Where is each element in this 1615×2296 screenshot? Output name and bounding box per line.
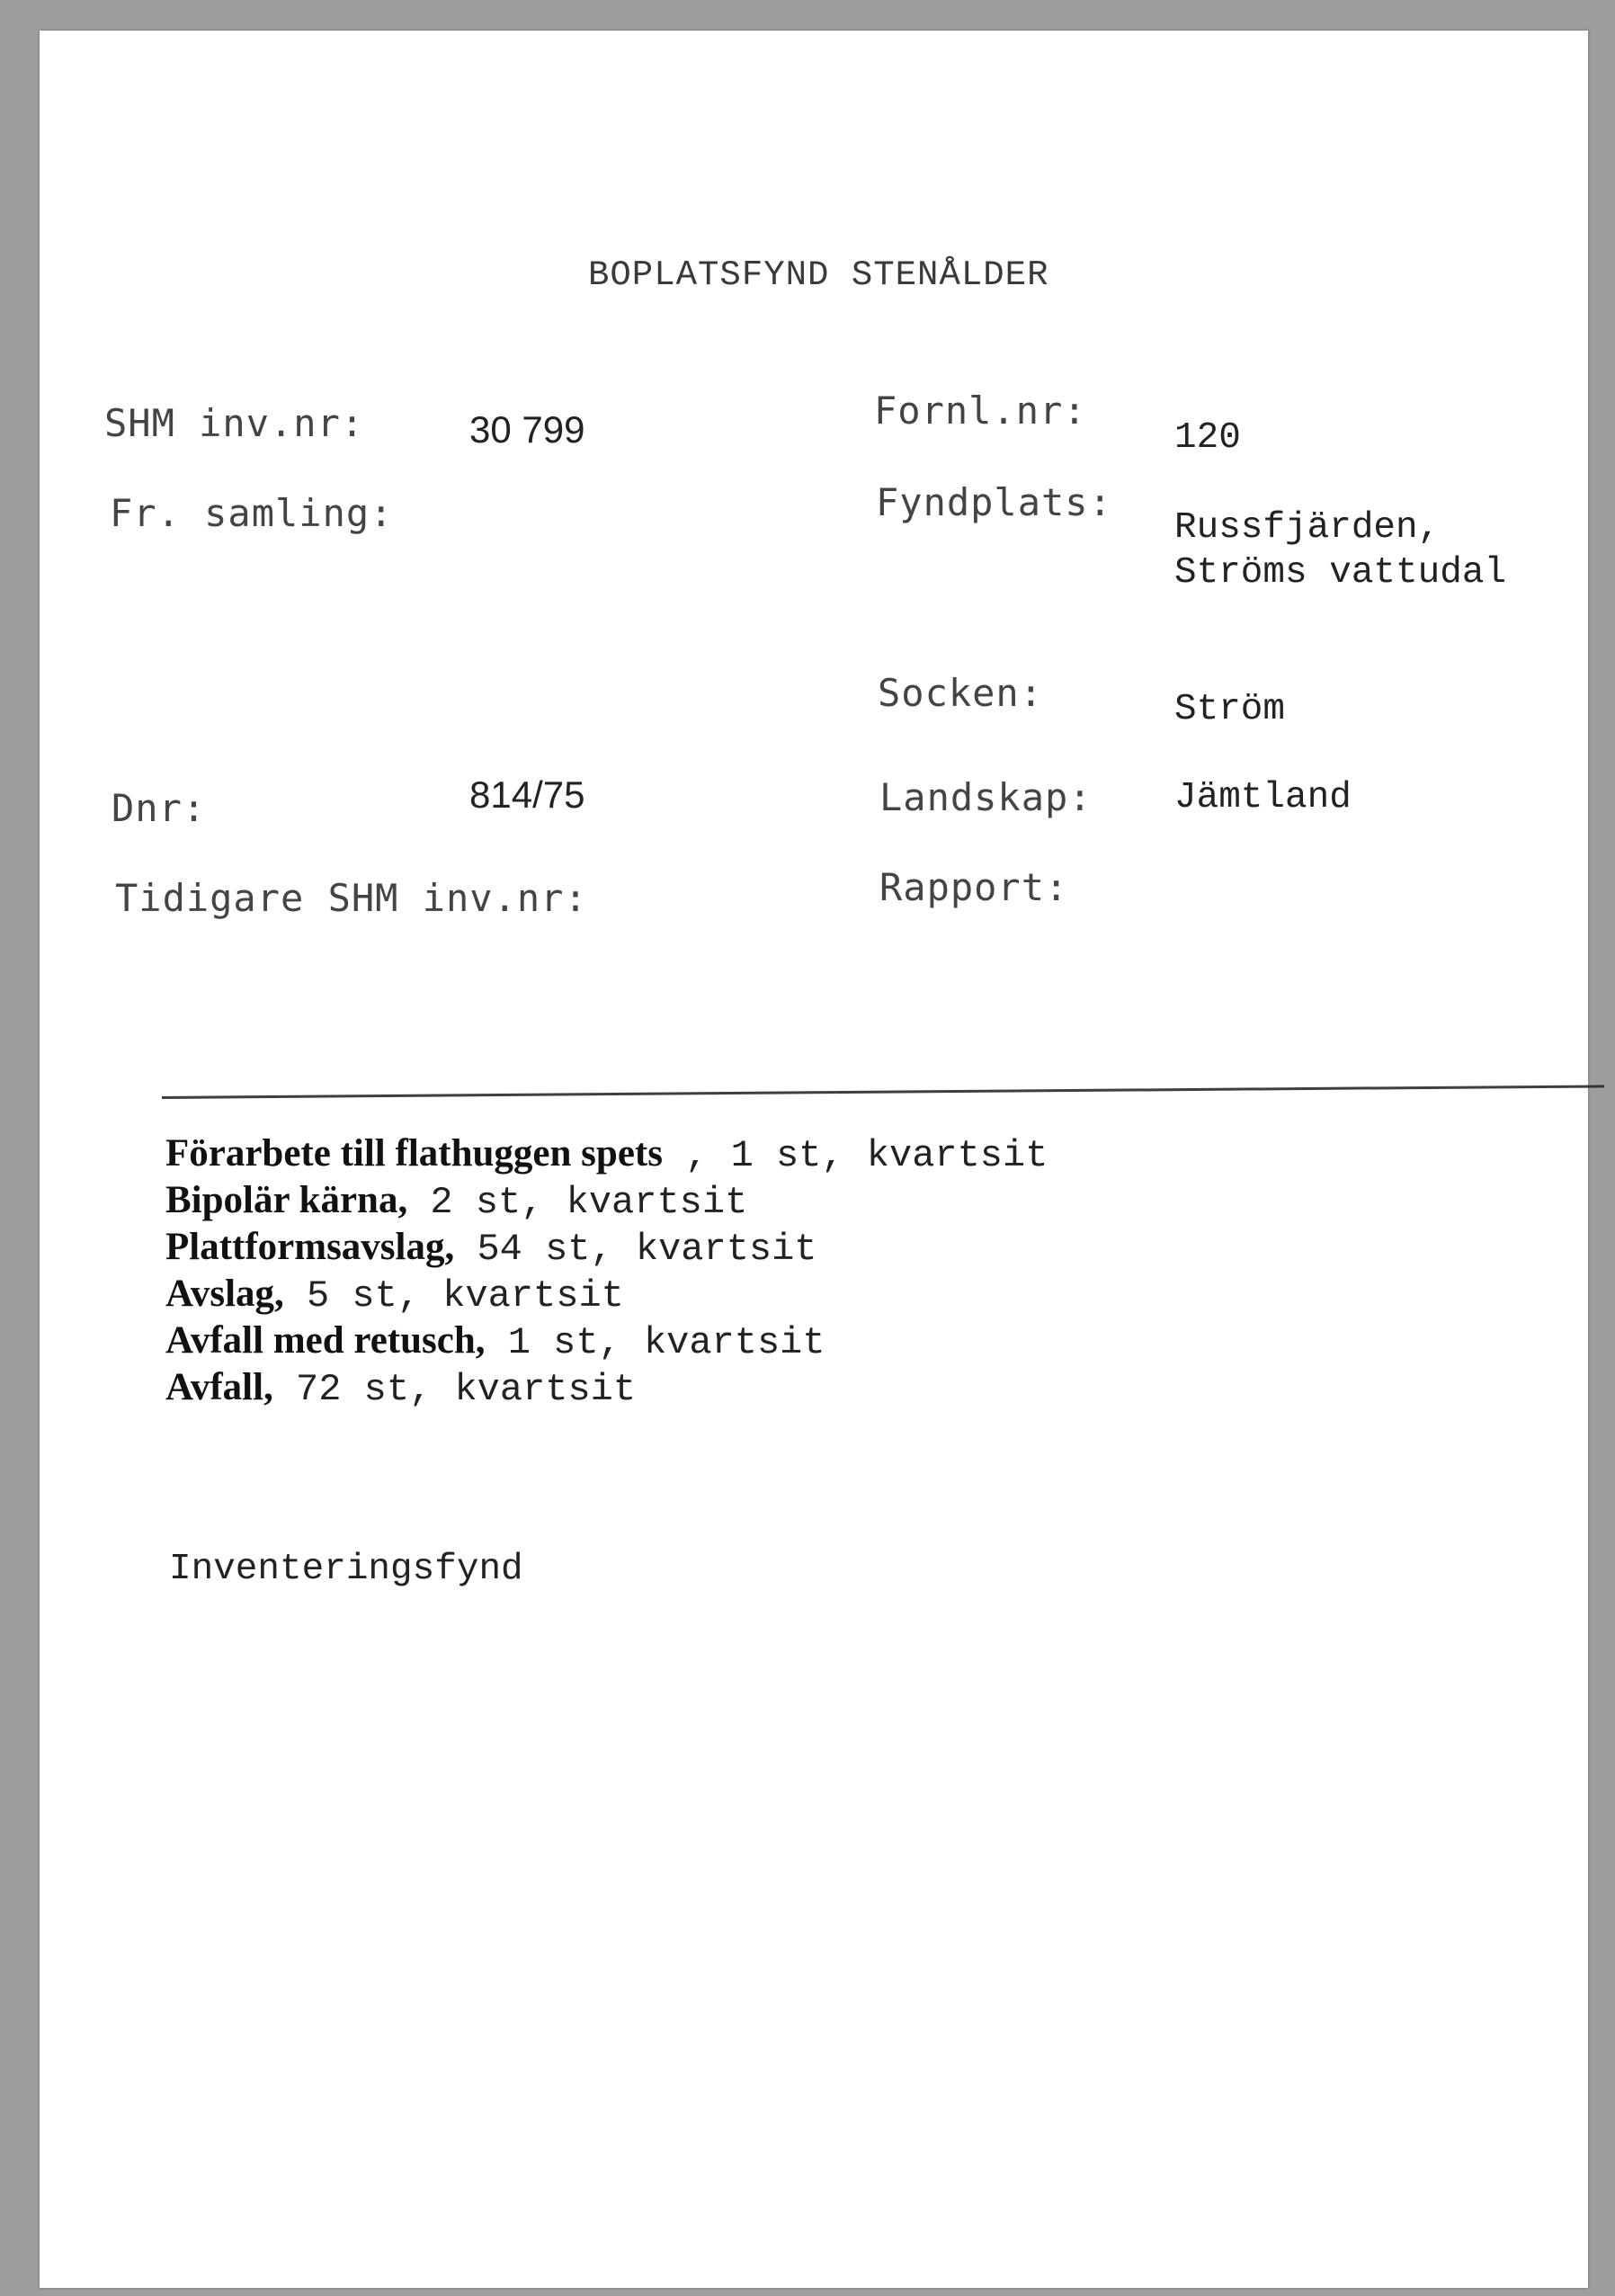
find-detail: 72 st, kvartsit (272, 1368, 637, 1411)
divider-line (162, 1085, 1604, 1099)
find-detail: 1 st, kvartsit (485, 1321, 825, 1364)
tidigare-shm-inv-label: Tidigare SHM inv.nr: (115, 876, 588, 920)
fyndplats-value-line2: Ströms vattudal (1174, 552, 1507, 594)
find-name: Avfall, (165, 1366, 273, 1408)
find-name: Avfall med retusch, (165, 1319, 486, 1362)
find-item (165, 1131, 1048, 1178)
fyndplats-value-line1: Russfjärden, (1174, 507, 1441, 549)
document-title: BOPLATSFYND STENÅLDER (588, 255, 1049, 295)
landskap-label: Landskap: (879, 775, 1093, 819)
socken-label: Socken: (878, 671, 1044, 715)
fornl-value: 120 (1174, 417, 1241, 459)
dnr-label: Dnr: (112, 786, 207, 830)
note-text: Inventeringsfynd (169, 1549, 523, 1590)
find-item (165, 1318, 1048, 1365)
landskap-value: Jämtland (1174, 777, 1352, 818)
fr-samling-label: Fr. samling: (110, 491, 394, 535)
dnr-value: 814/75 (469, 773, 585, 816)
finds-list (165, 1131, 1048, 1412)
socken-value: Ström (1174, 689, 1286, 730)
find-item (165, 1272, 1048, 1318)
fornl-label: Fornl.nr: (874, 389, 1087, 433)
find-item (165, 1225, 1048, 1272)
find-detail: , 1 st, kvartsit (662, 1134, 1048, 1177)
document-sheet (40, 31, 1588, 2288)
find-detail: 54 st, kvartsit (454, 1228, 817, 1271)
find-item (165, 1365, 1048, 1412)
shm-inv-label: SHM inv.nr: (104, 401, 365, 445)
find-name: Avslag, (165, 1273, 284, 1315)
find-item (165, 1178, 1048, 1225)
rapport-label: Rapport: (879, 865, 1069, 909)
fyndplats-label: Fyndplats: (876, 480, 1112, 524)
find-detail: 2 st, kvartsit (407, 1181, 748, 1224)
find-detail: 5 st, kvartsit (283, 1274, 624, 1318)
shm-inv-value: 30 799 (469, 408, 585, 451)
find-name: Plattformsavslag, (165, 1226, 455, 1268)
find-name: Förarbete till flathuggen spets (165, 1132, 663, 1175)
find-name: Bipolär kärna, (165, 1179, 408, 1221)
